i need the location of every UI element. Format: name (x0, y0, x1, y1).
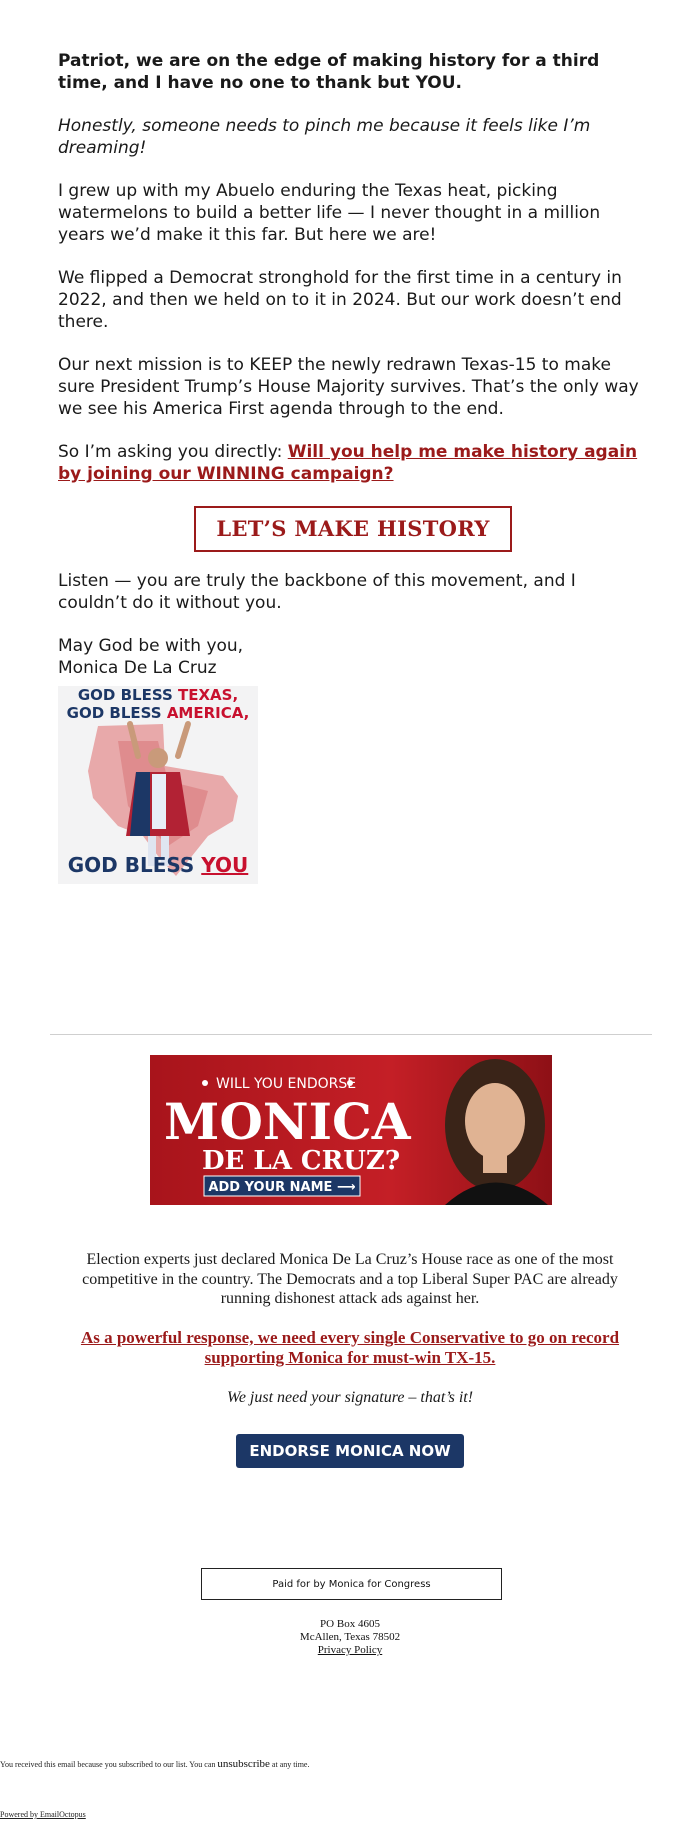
banner-eyebrow: WILL YOU ENDORSE (216, 1076, 357, 1092)
svg-text:GOD BLESS TEXAS, (78, 686, 238, 704)
gb-line1-b: TEXAS, (177, 686, 239, 704)
listen-paragraph: Listen — you are truly the backbone of this movement, and I couldn’t do it without you. (58, 571, 576, 613)
endorse-section (70, 1250, 630, 1426)
god-bless-image (58, 686, 258, 884)
note-suffix: at any time. (269, 1760, 310, 1769)
ask-paragraph (58, 441, 648, 485)
gb-line2-a: GOD BLESS (66, 704, 167, 722)
powered-by-link[interactable]: Powered by EmailOctopus (0, 1810, 86, 1819)
abuelo-paragraph: I grew up with my Abuelo enduring the Texas heat, picking watermelons to build a better life — I never thought in a million years we’d make it this far. But here we are! (58, 181, 601, 245)
banner-name-line2: DE LA CRUZ? (202, 1146, 401, 1176)
signature-block (58, 635, 648, 679)
cta-wrapper (58, 506, 648, 552)
city-line: McAllen, Texas 78502 (299, 1631, 401, 1643)
subscription-note (0, 1758, 309, 1770)
gb-line3-a: GOD BLESS (67, 853, 202, 877)
letter-body (58, 50, 648, 679)
closing-line: May God be with you, (58, 636, 244, 656)
section-divider (50, 1034, 652, 1035)
svg-text:GOD BLESS AMERICA, (67, 704, 250, 722)
unsubscribe-link[interactable]: unsubscribe (217, 1758, 270, 1770)
gb-line3-b: YOU (201, 853, 249, 877)
gb-line1-a: GOD BLESS (77, 686, 178, 704)
make-history-button[interactable]: LET’S MAKE HISTORY (194, 506, 511, 552)
experts-paragraph: Election experts just declared Monica De La Cruz’s House race as one of the most competitive in the country. The Democrats and a top Liberal Super PAC are already running dishonest attack ads against her. (82, 1251, 618, 1307)
po-box: PO Box 4605 (320, 1618, 380, 1630)
ask-prefix: So I’m asking you directly: (58, 442, 288, 462)
banner-add-name-button[interactable]: ADD YOUR NAME ⟶ (208, 1180, 356, 1195)
privacy-policy-link[interactable]: Privacy Policy (317, 1644, 383, 1656)
honest-paragraph: Honestly, someone needs to pinch me because it feels like I’m dreaming! (58, 116, 591, 158)
mailing-address (200, 1618, 500, 1657)
svg-text:GOD BLESS YOU (68, 853, 249, 877)
mission-paragraph: Our next mission is to KEEP the newly redrawn Texas-15 to make sure President Trump’s House Majority survives. That’s the only way we see his America First agenda through to the end. (58, 355, 639, 419)
signature-name: Monica De La Cruz (58, 658, 217, 678)
response-link[interactable]: As a powerful response, we need every single Conservative to go on record supporting Monica for must-win TX-15. (80, 1327, 620, 1367)
signature-ask: We just need your signature – that’s it! (226, 1388, 474, 1406)
endorse-banner[interactable] (150, 1055, 552, 1205)
join-campaign-link[interactable]: Will you help me make history again by joining our WINNING campaign? (58, 442, 638, 484)
response-paragraph (70, 1328, 630, 1369)
note-prefix: You received this email because you subscribed to our list. You can (0, 1760, 218, 1769)
gb-line2-b: AMERICA, (166, 704, 250, 722)
banner-name-line1: MONICA (164, 1092, 411, 1151)
paid-for-box: Paid for by Monica for Congress (201, 1568, 502, 1600)
flipped-paragraph: We flipped a Democrat stronghold for the first time in a century in 2022, and then we held on to it in 2024. But our work doesn’t end there. (58, 268, 622, 332)
lead-paragraph: Patriot, we are on the edge of making history for a third time, and I have no one to thank but YOU. (58, 51, 600, 93)
endorse-monica-button[interactable]: ENDORSE MONICA NOW (236, 1434, 464, 1468)
